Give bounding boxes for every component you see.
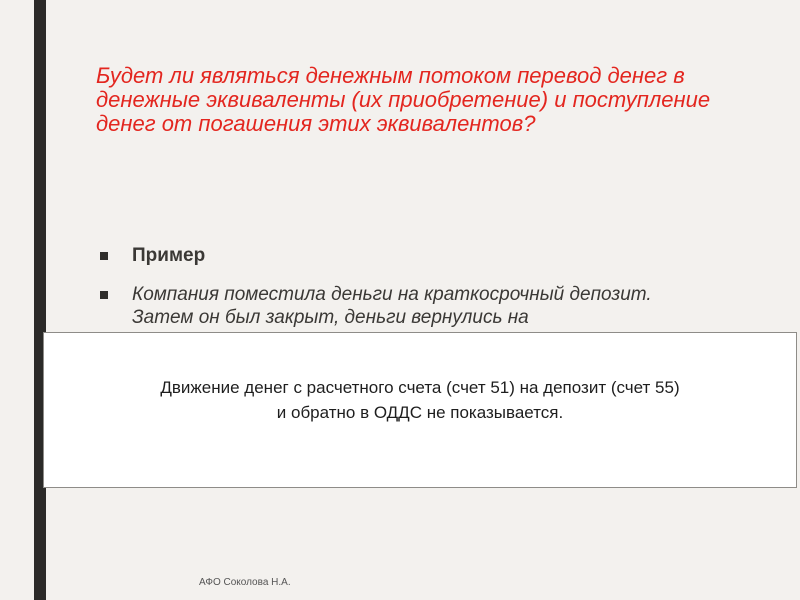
answer-box	[43, 332, 797, 488]
square-bullet-icon	[100, 252, 108, 260]
answer-line-2: и обратно в ОДДС не показывается.	[276, 403, 564, 422]
bullet-list	[96, 244, 716, 345]
square-bullet-icon	[100, 291, 108, 299]
bullet-label: Пример	[132, 245, 206, 266]
slide-title: Будет ли являться денежным потоком перевод денег в денежные эквиваленты (их приобретение) и поступление денег от погашения этих эквивалентов?	[96, 63, 711, 136]
left-accent-bar	[34, 0, 46, 600]
answer-line-1: Движение денег с расчетного счета (счет 51) на депозит (счет 55)	[160, 378, 680, 397]
bullet-item-description	[96, 283, 716, 329]
footer-author: АФО Соколова Н.А.	[199, 577, 291, 588]
bullet-text: Компания поместила деньги на краткосрочный депозит. Затем он был закрыт, деньги вернулись на	[132, 284, 652, 328]
bullet-item-example	[96, 244, 716, 267]
answer-text	[44, 375, 796, 425]
